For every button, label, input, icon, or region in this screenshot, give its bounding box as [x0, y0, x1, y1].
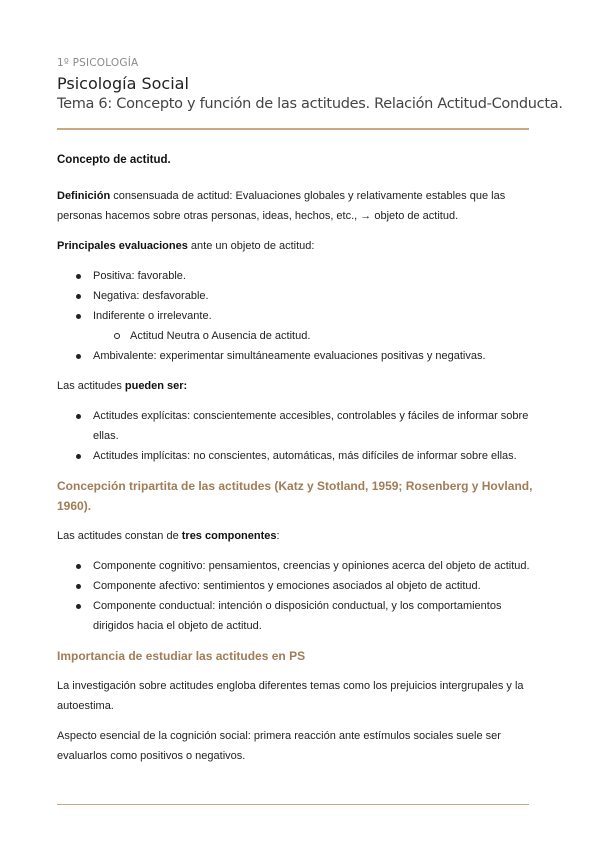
list-item: Componente cognitivo: pensamientos, creencias y opiniones acerca del objeto de actitud.: [57, 556, 544, 576]
evaluations-intro: [57, 236, 544, 256]
list-item: Positiva: favorable.: [57, 266, 544, 286]
evaluations-bold: Principales evaluaciones: [57, 240, 188, 252]
footer-divider: [57, 804, 529, 805]
section-heading-concepto: Concepto de actitud.: [57, 154, 171, 166]
bullet-icon: [76, 314, 81, 319]
bullet-icon: [76, 354, 81, 359]
list-item: Negativa: desfavorable.: [57, 286, 544, 306]
components-intro: Las actitudes constan de tres componentes:: [57, 530, 280, 542]
types-list: [57, 406, 544, 466]
types-bold: pueden ser:: [124, 380, 188, 392]
sub-list-item: Actitud Neutra o Ausencia de actitud.: [57, 326, 544, 346]
evaluations-text: ante un objeto de actitud:: [187, 240, 315, 252]
importance-paragraph-2: Aspecto esencial de la cognición social: primera reacción ante estímulos sociales suele ser evaluarlos como positivos o negativos.: [57, 730, 501, 762]
course-label: 1º PSICOLOGÍA: [57, 57, 139, 69]
evaluations-list: [57, 266, 544, 366]
components-list: [57, 556, 544, 636]
bullet-icon: [76, 274, 81, 279]
importance-paragraph-1: La investigación sobre actitudes engloba diferentes temas como los prejuicios intergrupales y la autoestima.: [57, 680, 524, 712]
list-item: Actitudes implícitas: no conscientes, automáticas, más difíciles de informar sobre ellas.: [57, 446, 544, 466]
bullet-icon: [76, 454, 81, 459]
hollow-bullet-icon: [114, 333, 120, 339]
definition-bold: Definición: [57, 190, 111, 202]
list-item: Componente afectivo: sentimientos y emociones asociados al objeto de actitud.: [57, 576, 544, 596]
section-heading-tripartita: Concepción tripartita de las actitudes (Katz y Stotland, 1959; Rosenberg y Hovland, 1960).: [57, 479, 533, 513]
document-title: Psicología Social: [57, 74, 189, 93]
components-bold: tres componentes: [181, 530, 277, 542]
document-subtitle: Tema 6: Concepto y función de las actitudes. Relación Actitud-Conducta.: [57, 96, 563, 112]
list-item: Actitudes explícitas: conscientemente accesibles, controlables y fáciles de informar sobre ellas.: [57, 406, 544, 446]
header-divider: [57, 128, 529, 130]
definition-paragraph: [57, 186, 544, 226]
list-item: Indiferente o irrelevante.: [57, 306, 544, 326]
bullet-icon: [76, 414, 81, 419]
list-item: Ambivalente: experimentar simultáneamente evaluaciones positivas y negativas.: [57, 346, 544, 366]
list-item: Componente conductual: intención o disposición conductual, y los comportamientos dirigidos hacia el objeto de actitud.: [57, 596, 544, 636]
section-heading-importancia: Importancia de estudiar las actitudes en PS: [57, 649, 306, 663]
types-intro: Las actitudes pueden ser:: [57, 380, 188, 392]
bullet-icon: [76, 584, 81, 589]
bullet-icon: [76, 294, 81, 299]
bullet-icon: [76, 564, 81, 569]
bullet-icon: [76, 604, 81, 609]
definition-text: consensuada de actitud: Evaluaciones globales y relativamente estables que las personas hacemos sobre otras personas, ideas, hechos, etc., → objeto de actitud.: [57, 190, 506, 222]
document-body: [57, 150, 544, 776]
